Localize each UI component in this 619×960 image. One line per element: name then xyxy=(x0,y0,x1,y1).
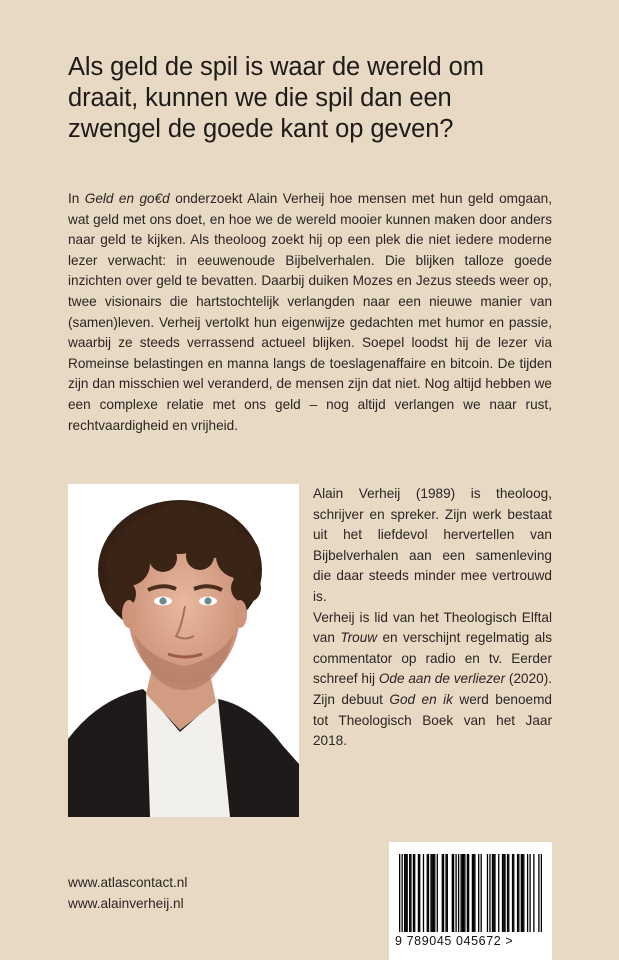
blurb-text: onderzoekt Alain Verheij hoe mensen met hun geld omgaan, wat geld met ons doet, en hoe we de wereld mooier kunnen maken door anders naar geld te kijken. Als theoloog zoekt hij op een plek die niet iedere moderne lezer verwacht: in eeuwenoude Bijbelverhalen. Die blijken talloze goede inzichten over geld te bevatten. Daarbij duiken Mozes en Jezus steeds weer op, twee visionairs die hartstochtelijk verlangden naar een nieuwe manier van (samen)leven. Verheij vertolkt hun eigenwijze gedachten met humor en passie, waarbij ze steeds verrassend actueel blijken. Soepel loodst hij de lezer via Romeinse belastingen en manna langs de toeslagenaffaire en bitcoin. De tijden zijn dan misschien wel veranderd, de mensen zijn dat niet. Nog altijd hebben we een complexe relatie met ons geld – nog altijd verlangen we naar rust, rechtvaardigheid en vrijheid. xyxy=(68,191,552,433)
headline-line-2: draait, kunnen we die spil dan een xyxy=(68,84,452,112)
bio-paragraph-1: Alain Verheij (1989) is theoloog, schrijver en spreker. Zijn werk bestaat uit het liefdevol hervertellen van Bijbelverhalen aan een samenleving die daar steeds minder mee vertrouwd is. xyxy=(313,486,552,604)
url-atlascontact[interactable]: www.atlascontact.nl xyxy=(68,875,188,890)
isbn-barcode xyxy=(389,842,552,960)
url-alainverheij[interactable]: www.alainverheij.nl xyxy=(68,896,184,911)
headline-line-1: Als geld de spil is waar de wereld om xyxy=(68,53,484,81)
bio-text: Verheij is lid van het Theologisch Elftal van xyxy=(313,609,552,646)
blurb-pre: In xyxy=(68,191,85,206)
cover-headline xyxy=(68,52,568,145)
bio-newspaper-title: Trouw xyxy=(340,630,378,646)
bio-text: werd benoemd tot Theologisch Boek van het Jaar 2018. xyxy=(313,691,552,749)
author-photo xyxy=(68,484,299,817)
bio-text: (2020). Zijn debuut xyxy=(313,671,552,707)
bio-book-title: Ode aan de verliezer xyxy=(378,671,506,687)
blurb-book-title: Geld en go€d xyxy=(84,191,170,206)
author-bio xyxy=(313,484,552,752)
bio-paragraph-2 xyxy=(313,608,552,752)
blurb-paragraph xyxy=(68,189,552,436)
bio-text: en verschijnt regelmatig als commentator op radio en tv. Eerder schreef hij xyxy=(313,630,552,687)
bio-debut-title: God en ik xyxy=(389,691,453,707)
headline-line-3: zwengel de goede kant op geven? xyxy=(68,115,454,143)
book-blurb xyxy=(68,189,552,436)
publisher-urls xyxy=(68,872,187,914)
barcode-bars xyxy=(399,854,542,936)
isbn-number: 9 789045 045672 > xyxy=(395,934,514,948)
